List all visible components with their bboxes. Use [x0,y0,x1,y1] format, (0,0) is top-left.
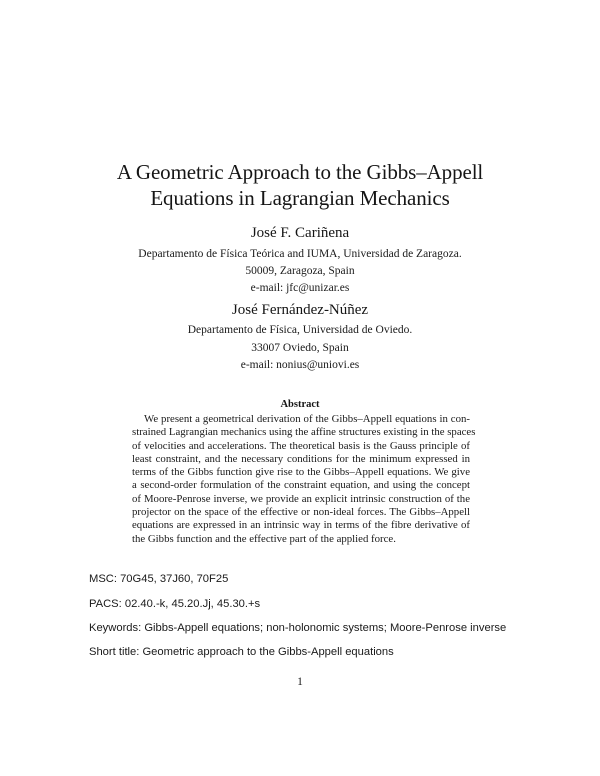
short-title: Short title: Geometric approach to the Gibbs-Appell equations [89,646,394,658]
keywords: Keywords: Gibbs-Appell equations; non-holonomic systems; Moore-Penrose inverse [89,622,507,634]
abstract-line: of Moore-Penrose inverse, we provide an explicit intrinsic construction of the [132,492,470,505]
abstract-line: least constraint, and the necessary conditions for the minimum expressed in [132,452,470,465]
author-2-name: José Fernández-Núñez [231,302,369,318]
author-1-address: 50009, Zaragoza, Spain [245,265,355,277]
pacs-codes: PACS: 02.40.-k, 45.20.Jj, 45.30.+s [89,598,261,610]
author-2-affiliation: Departamento de Física, Universidad de Oviedo. [187,324,413,336]
page-number: 1 [297,676,303,688]
author-2-address: 33007 Oviedo, Spain [251,342,349,354]
paper-title-line-2: Equations in Lagrangian Mechanics [150,186,450,210]
abstract-line: terms of the Gibbs function give rise to the Gibbs–Appell equations. We give [132,466,470,479]
abstract-body [132,413,476,546]
author-1-name: José F. Cariñena [250,225,350,241]
author-2-email: e-mail: nonius@uniovi.es [240,359,360,371]
abstract-line: equations are expressed in an intrinsic way in terms of the fibre derivative of [132,519,470,532]
abstract-line: a second-order formulation of the constraint equation, and using the concept [132,479,470,492]
abstract-line: of velocities and accelerations. The theoretical basis is the Gauss principle of [132,439,470,452]
msc-codes: MSC: 70G45, 37J60, 70F25 [89,573,229,585]
abstract-line: strained Lagrangian mechanics using the affine structures existing in the spaces [132,426,476,439]
abstract-line: the Gibbs function and the effective part of the applied force. [132,532,396,545]
author-1-email: e-mail: jfc@unizar.es [250,282,350,294]
author-1-affiliation: Departamento de Física Teórica and IUMA, Universidad de Zaragoza. [138,248,462,260]
paper-title-line-1: A Geometric Approach to the Gibbs–Appell [116,160,484,184]
abstract-line: We present a geometrical derivation of the Gibbs–Appell equations in con- [144,413,470,425]
abstract-line: projector on the space of the effective or non-ideal forces. The Gibbs–Appell [132,506,470,519]
abstract-heading: Abstract [280,399,320,410]
